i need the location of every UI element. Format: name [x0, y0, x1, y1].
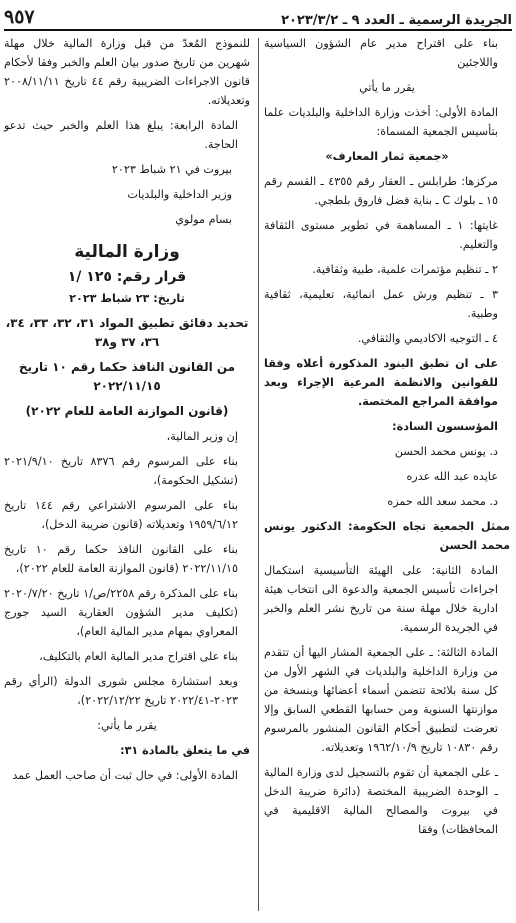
continuation-text: للنموذج المُعدّ من قبل وزارة المالية خلال مهلة شهرين من تاريخ صدور بيان العلم والخبر وفقا لأحكام قانون الاجراءات الضريبية رقم ٤٤ تاريخ ٢٠٠٨/١١/١١ وتعديلاته. — [4, 37, 250, 107]
association-goals: غايتها: ١ ـ المساهمة في تطوير مستوى الثقافة والتعليم. — [264, 219, 498, 251]
page-number: ٩٥٧ — [4, 6, 35, 28]
preamble-proposal: بناء على اقتراح مدير عام الشؤون السياسية واللاجئين — [264, 37, 498, 69]
signatory-name: بسام مولوي — [175, 213, 232, 226]
article-three-b: ـ على الجمعية أن تقوم بالتسجيل لدى وزارة المالية ـ الوحدة الضريبية المختصة (دائرة ضريبة الدخل في بيروت والمصالح المالية الاقليمية في المحافظات) وفقا — [264, 766, 498, 836]
decision-date: تاريخ: ٢٣ شباط ٢٠٢٣ — [69, 292, 185, 305]
goal-four: ٤ ـ التوجيه الاكاديمي والثقافي. — [357, 332, 498, 345]
association-name: «جمعية ثمار المعارف» — [325, 150, 449, 163]
citation-4: بناء على المذكرة رقم ٢٢٥٨/ص/١ تاريخ ٢٠٢٠/٧/٢٠ (تكليف مدير الشؤون العقارية السيد جورج المعراوي بمهام مدير المالية العام)، — [4, 587, 238, 638]
decision-number: قرار رقم: ١٢٥ /١ — [67, 269, 187, 285]
founder-2: عايده عبد الله عدره — [406, 470, 498, 483]
column-divider — [258, 38, 259, 911]
founder-1: د. يونس محمد الحسن — [394, 445, 498, 458]
page-header — [4, 2, 512, 28]
left-column — [4, 34, 250, 791]
citation-5: بناء على اقتراح مدير المالية العام بالتكليف، — [39, 650, 238, 663]
signatory-title: وزير الداخلية والبلديات — [127, 188, 232, 201]
decision-subject-3: (قانون الموازنة العامة للعام ٢٠٢٢) — [25, 404, 229, 418]
citation-6: وبعد استشارة مجلس شورى الدولة (الرأي رقم ٢٠٢٣-٢٠٢٢/٤١ تاريخ ٢٠٢٢/١٢/٢٢)، — [4, 675, 238, 707]
goal-three: ٣ ـ تنظيم ورش عمل انمائية، تعليمية، ثقافية وطبية. — [264, 288, 498, 320]
decides-heading: يقرر ما يأتي: — [97, 719, 157, 732]
goal-two: ٢ ـ تنظيم مؤتمرات علمية، طبية وثقافية. — [312, 263, 498, 276]
ministry-heading: وزارة المالية — [74, 242, 180, 262]
decides-heading: يقرر ما يأتي — [359, 81, 415, 94]
citation-1: بناء على المرسوم رقم ٨٣٧٦ تاريخ ٢٠٢١/٩/١٠ (تشكيل الحكومة)، — [4, 455, 238, 487]
gazette-title: الجريدة الرسمية ـ العدد ٩ ـ ٢٠٢٣/٣/٢ — [281, 13, 512, 28]
article-two: المادة الثانية: على الهيئة التأسيسية استكمال اجراءات تأسيس الجمعية والدعوة الى انتخاب هيئة ادارية خلال مهلة سنة من تاريخ نشر العلم والخبر في الجريدة الرسمية. — [264, 564, 498, 634]
section-heading: في ما يتعلق بالمادة ٣١: — [120, 744, 250, 757]
association-hq: مركزها: طرابلس ـ العقار رقم ٤٣٥٥ ـ القسم رقم ١٥ ـ بلوك C ـ بناية فضل فاروق بلطجي. — [264, 175, 498, 207]
citation-2: بناء على المرسوم الاشتراعي رقم ١٤٤ تاريخ ١٩٥٩/٦/١٢ وتعديلاته (قانون ضريبة الدخل)، — [4, 499, 238, 531]
founders-heading: المؤسسون السادة: — [392, 420, 498, 433]
article-three: المادة الثالثة: ـ على الجمعية المشار اليها أن تتقدم من وزارة الداخلية والبلديات في الشهر الأول من كل سنة بلائحة تتضمن أسماء أعضائها وبنسخة من موازنتها السنوية ومن حسابها القطعي السابق وإلا تعرضت لتطبيق أحكام القانون المنشور بالمرسوم رقم ١٠٨٣٠ تاريخ ١٩٦٢/١٠/٩ وتعديلاته. — [264, 646, 498, 754]
government-representative: ممثل الجمعية تجاه الحكومة: الدكتور يونس محمد الحسن — [264, 520, 510, 552]
decision-subject-2: من القانون النافذ حكما رقم ١٠ تاريخ ٢٠٢٢/١١/١٥ — [18, 360, 236, 393]
article-one: المادة الأولى: في حال ثبت أن صاحب العمل عمد — [12, 769, 238, 782]
minister-intro: إن وزير المالية، — [166, 430, 238, 443]
header-rule — [4, 29, 512, 31]
article-one: المادة الأولى: أخذت وزارة الداخلية والبلديات علما بتأسيس الجمعية المسماة: — [264, 106, 498, 138]
article-four: المادة الرابعة: يبلغ هذا العلم والخبر حيث تدعو الحاجة. — [4, 119, 238, 151]
right-column — [264, 34, 510, 845]
decision-subject-1: تحديد دقائق تطبيق المواد ٣١، ٣٢، ٣٣، ٣٤، ٣٦، ٣٧ و٣٨ — [5, 316, 249, 349]
founder-3: د. محمد سعد الله حمزه — [387, 495, 498, 508]
place-date: بيروت في ٢١ شباط ٢٠٢٣ — [111, 163, 232, 176]
citation-3: بناء على القانون النافذ حكما رقم ١٠ تاريخ ٢٠٢٢/١١/١٥ (قانون الموازنة العامة للعام ٢٠٢٢)، — [4, 543, 238, 575]
conditions: على ان تطبق البنود المذكورة أعلاه وفقا للقوانين والانظمة المرعية الإجراء وبعد موافقة المراجع المختصة. — [264, 357, 498, 408]
